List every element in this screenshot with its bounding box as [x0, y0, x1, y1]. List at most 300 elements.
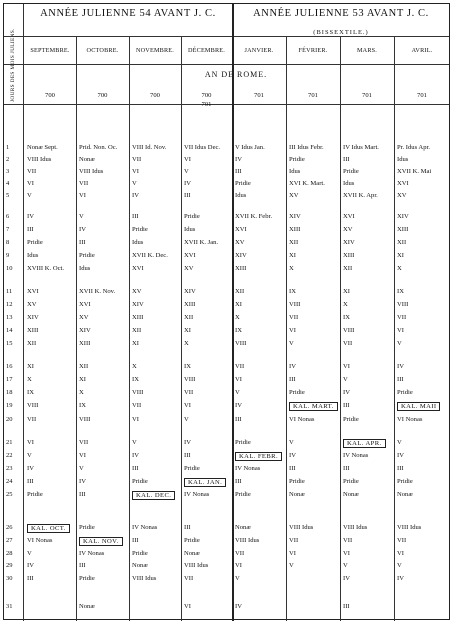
day-number: 12	[6, 301, 13, 308]
day-cell: VIII	[343, 327, 355, 334]
day-cell: IV	[343, 575, 350, 582]
day-cell: V	[289, 439, 294, 446]
rome-year: 700	[150, 92, 160, 99]
day-cell: Pridie	[343, 416, 359, 423]
day-cell: VIII	[27, 402, 39, 409]
day-cell: VI Nonas	[289, 416, 315, 423]
day-cell: III	[27, 478, 34, 485]
day-cell: XIII	[235, 265, 247, 272]
day-cell: VII	[132, 402, 142, 409]
day-cell: XII	[132, 327, 142, 334]
month-header: JANVIER.	[244, 47, 274, 54]
day-cell: IX	[27, 389, 34, 396]
day-cell: V	[79, 213, 84, 220]
day-cell: III	[27, 575, 34, 582]
day-cell: III	[184, 524, 191, 531]
day-cell: IX	[343, 314, 350, 321]
day-cell: VII	[27, 416, 37, 423]
day-cell: Nonæ	[289, 491, 305, 498]
day-cell: XI	[184, 327, 191, 334]
day-cell: IV	[132, 452, 139, 459]
day-cell: IV	[27, 213, 34, 220]
kalends-cell: KAL. JAN.	[184, 478, 226, 487]
day-cell: XIII	[132, 314, 144, 321]
day-cell: V	[27, 550, 32, 557]
day-cell: V	[184, 168, 189, 175]
day-cell: XIV	[397, 213, 409, 220]
day-cell: VI	[184, 603, 191, 610]
day-cell: IV	[184, 180, 191, 187]
kalends-cell: KAL. MART.	[289, 402, 338, 411]
day-cell: XI	[397, 252, 404, 259]
day-cell: Idus	[235, 192, 247, 199]
day-cell: XV	[235, 239, 245, 246]
day-number: 18	[6, 389, 13, 396]
day-cell: Idus	[132, 239, 144, 246]
day-number: 15	[6, 340, 13, 347]
day-cell: III	[79, 239, 86, 246]
day-cell: X	[79, 389, 84, 396]
day-cell: Nonæ	[397, 491, 413, 498]
day-cell: IV	[289, 452, 296, 459]
day-cell: Idus	[397, 156, 409, 163]
day-cell: IV	[397, 363, 404, 370]
day-cell: IV Idus Mart.	[343, 144, 379, 151]
day-cell: VII	[397, 314, 407, 321]
day-cell: Pridie	[27, 239, 43, 246]
year-left-title: ANNÉE JULIENNE 54 AVANT J. C.	[40, 8, 216, 19]
day-cell: VI	[343, 363, 350, 370]
month-header: FÉVRIER.	[298, 47, 328, 54]
day-cell: Pr. Idus Apr.	[397, 144, 430, 151]
day-cell: VIII Idus	[79, 168, 104, 175]
day-cell: VII	[27, 168, 37, 175]
day-cell: XIV	[343, 239, 355, 246]
day-cell: VIII Idus	[132, 575, 157, 582]
day-cell: V	[289, 340, 294, 347]
day-cell: VII	[79, 180, 89, 187]
day-number: 20	[6, 416, 13, 423]
day-cell: XVI	[343, 213, 355, 220]
day-cell: III	[235, 478, 242, 485]
day-cell: VII	[79, 439, 89, 446]
bissextile-note: (BISSEXTILE.)	[313, 29, 369, 36]
day-number: 24	[6, 478, 13, 485]
day-cell: IV	[79, 226, 86, 233]
day-cell: XIV	[79, 327, 91, 334]
day-cell: Pridie	[235, 491, 251, 498]
day-cell: XI	[132, 340, 139, 347]
day-cell: X	[289, 265, 294, 272]
day-cell: III	[132, 537, 139, 544]
day-cell: XVI	[132, 265, 144, 272]
rome-year: 700	[45, 92, 55, 99]
day-number: 3	[6, 168, 10, 175]
day-cell: XII	[184, 314, 194, 321]
day-cell: XI	[343, 288, 350, 295]
day-number: 29	[6, 562, 13, 569]
day-cell: V	[343, 562, 348, 569]
day-cell: III	[289, 376, 296, 383]
day-number: 31	[6, 603, 13, 610]
day-number: 21	[6, 439, 13, 446]
month-divider	[76, 36, 77, 621]
day-cell: XVII K. Nov.	[79, 288, 116, 295]
day-cell: Pridie	[397, 478, 413, 485]
year-right-title: ANNÉE JULIENNE 53 AVANT J. C.	[253, 8, 429, 19]
day-cell: Pridie	[184, 465, 200, 472]
day-cell: XV	[27, 301, 37, 308]
day-cell: X	[343, 301, 348, 308]
day-cell: XVII K. Febr.	[235, 213, 272, 220]
day-cell: IV	[27, 562, 34, 569]
day-cell: XI	[289, 252, 296, 259]
day-cell: VI	[27, 439, 34, 446]
day-cell: VI	[235, 562, 242, 569]
day-cell: Idus	[343, 180, 355, 187]
day-cell: X	[235, 314, 240, 321]
day-number: 27	[6, 537, 13, 544]
day-cell: VI	[289, 327, 296, 334]
day-cell: XVII K. Mai	[397, 168, 432, 175]
day-cell: VI	[184, 402, 191, 409]
day-cell: IV Nonas	[132, 524, 158, 531]
day-cell: III	[184, 192, 191, 199]
day-cell: III	[79, 491, 86, 498]
day-cell: XII	[27, 340, 37, 347]
day-cell: Pridie	[289, 478, 305, 485]
day-cell: VI	[343, 550, 350, 557]
day-cell: XVII K. Jan.	[184, 239, 219, 246]
day-cell: XIII	[343, 252, 355, 259]
kalends-cell: KAL. DEC.	[132, 491, 175, 500]
day-number: 2	[6, 156, 10, 163]
day-cell: XII	[235, 288, 245, 295]
day-number: 17	[6, 376, 13, 383]
day-cell: VII	[289, 537, 299, 544]
day-cell: IV Nonas	[184, 491, 210, 498]
day-cell: XI	[27, 363, 34, 370]
day-cell: XI	[235, 301, 242, 308]
day-cell: XII	[397, 239, 407, 246]
month-header: SEPTEMBRE.	[30, 47, 70, 54]
day-cell: XIII	[184, 301, 196, 308]
day-cell: III	[27, 226, 34, 233]
day-cell: V	[235, 389, 240, 396]
day-cell: Pridie	[235, 439, 251, 446]
day-cell: Pridie	[132, 550, 148, 557]
day-cell: XIV	[132, 301, 144, 308]
day-cell: III	[235, 416, 242, 423]
day-cell: IV	[132, 192, 139, 199]
month-header: NOVEMBRE.	[135, 47, 175, 54]
day-cell: VII	[184, 389, 194, 396]
day-cell: VIII	[397, 301, 409, 308]
day-cell: XII	[343, 265, 353, 272]
day-cell: VIII Idus	[289, 524, 314, 531]
day-cell: XIII	[397, 226, 409, 233]
day-cell: X	[132, 363, 137, 370]
day-cell: V	[132, 180, 137, 187]
day-cell: IX	[79, 402, 86, 409]
day-number: 13	[6, 314, 13, 321]
day-cell: VII Idus Dec.	[184, 144, 221, 151]
day-column-label: JOURS DES MOIS JULIENS.	[10, 28, 16, 102]
day-cell: VII	[289, 314, 299, 321]
day-cell: X	[397, 265, 402, 272]
day-number: 7	[6, 226, 10, 233]
day-cell: IV Nonas	[343, 452, 369, 459]
day-cell: V	[132, 439, 137, 446]
day-cell: Idus	[27, 252, 39, 259]
day-cell: VIII Idus	[397, 524, 422, 531]
day-cell: IV	[397, 452, 404, 459]
rome-year: 701	[417, 92, 427, 99]
day-cell: XVI K. Mart.	[289, 180, 325, 187]
day-cell: VIII Id. Nov.	[132, 144, 167, 151]
day-cell: V	[397, 340, 402, 347]
day-cell: III	[132, 465, 139, 472]
month-divider	[129, 36, 130, 621]
day-cell: Pridie	[27, 491, 43, 498]
day-cell: VII	[235, 550, 245, 557]
day-cell: XVI	[235, 226, 247, 233]
day-cell: IV	[235, 156, 242, 163]
day-cell: VI	[289, 550, 296, 557]
kalends-cell: KAL. NOV.	[79, 537, 123, 546]
day-cell: VI	[79, 452, 86, 459]
day-cell: VI Nonas	[397, 416, 423, 423]
day-cell: XII	[289, 239, 299, 246]
month-divider	[394, 36, 395, 621]
day-cell: Nonæ	[132, 562, 148, 569]
day-number: 14	[6, 327, 13, 334]
day-cell: V	[397, 439, 402, 446]
day-number: 11	[6, 288, 13, 295]
day-cell: XV	[397, 192, 407, 199]
day-cell: IV	[235, 402, 242, 409]
day-cell: XI	[79, 376, 86, 383]
day-cell: Idus	[289, 168, 301, 175]
day-cell: Idus	[79, 265, 91, 272]
month-divider	[286, 36, 287, 621]
day-number: 8	[6, 239, 10, 246]
day-cell: XII	[79, 363, 89, 370]
day-cell: IV	[289, 363, 296, 370]
day-cell: XIII	[289, 226, 301, 233]
day-cell: V	[79, 465, 84, 472]
month-header: DÉCEMBRE.	[187, 47, 226, 54]
day-cell: XIII	[27, 327, 39, 334]
day-number: 22	[6, 452, 13, 459]
day-number: 6	[6, 213, 10, 220]
day-cell: X	[184, 340, 189, 347]
day-cell: IV Nonas	[79, 550, 105, 557]
day-cell: XIV	[235, 252, 247, 259]
day-cell: III	[343, 156, 350, 163]
month-divider	[340, 36, 341, 621]
calendar-table	[3, 3, 450, 620]
day-cell: IX	[184, 363, 191, 370]
day-cell: IV	[235, 603, 242, 610]
day-cell: XV	[132, 288, 142, 295]
day-cell: VII	[235, 363, 245, 370]
day-cell: Pridie	[79, 524, 95, 531]
day-cell: Pridie	[289, 389, 305, 396]
day-cell: VI	[184, 156, 191, 163]
day-number: 16	[6, 363, 13, 370]
day-cell: XVII K. Dec.	[132, 252, 168, 259]
day-cell: III	[343, 465, 350, 472]
day-number: 4	[6, 180, 10, 187]
day-cell: VI	[132, 168, 139, 175]
day-cell: XV	[184, 265, 194, 272]
day-cell: Pridie	[184, 213, 200, 220]
day-cell: III	[132, 213, 139, 220]
day-cell: XVI	[79, 301, 91, 308]
day-cell: VIII Idus	[184, 562, 209, 569]
day-cell: IV	[27, 465, 34, 472]
day-cell: IV	[184, 439, 191, 446]
day-cell: Nonæ Sept.	[27, 144, 58, 151]
day-cell: XIV	[184, 288, 196, 295]
day-cell: VIII Idus	[27, 156, 52, 163]
day-cell: VIII Idus	[235, 537, 260, 544]
rome-year: 700 701	[201, 92, 212, 108]
month-header: AVRIL.	[411, 47, 433, 54]
day-cell: IX	[132, 376, 139, 383]
day-number: 19	[6, 402, 13, 409]
day-cell: XV	[79, 314, 89, 321]
kalends-cell: KAL. FEBR.	[235, 452, 282, 461]
day-cell: X	[27, 376, 32, 383]
day-cell: Pridie	[79, 575, 95, 582]
day-cell: VI Nonas	[27, 537, 53, 544]
day-cell: IV Nonas	[235, 465, 261, 472]
day-cell: Pridie	[289, 156, 305, 163]
day-cell: XVI	[397, 180, 409, 187]
day-cell: IV	[397, 575, 404, 582]
day-cell: VI	[27, 180, 34, 187]
day-cell: XVI	[27, 288, 39, 295]
rome-year: 701	[362, 92, 372, 99]
day-cell: III	[397, 376, 404, 383]
month-header: MARS.	[356, 47, 378, 54]
day-cell: IX	[235, 327, 242, 334]
day-number: 26	[6, 524, 13, 531]
day-cell: XVIII K. Oct.	[27, 265, 64, 272]
day-cell: VII	[343, 537, 353, 544]
day-cell: VI	[79, 192, 86, 199]
day-cell: XIV	[27, 314, 39, 321]
day-number: 10	[6, 265, 13, 272]
kalends-cell: KAL. OCT.	[27, 524, 70, 533]
day-cell: VII	[132, 156, 142, 163]
day-number: 30	[6, 575, 13, 582]
day-cell: XV	[289, 192, 299, 199]
day-cell: III	[184, 452, 191, 459]
day-cell: VIII	[235, 340, 247, 347]
rome-year: 700	[97, 92, 108, 99]
day-cell: V	[27, 452, 32, 459]
day-cell: Nonæ	[235, 524, 251, 531]
day-cell: VI	[132, 416, 139, 423]
day-cell: Pridie	[397, 389, 413, 396]
day-cell: Nonæ	[343, 491, 359, 498]
day-cell: Pridie	[132, 226, 148, 233]
day-number: 9	[6, 252, 10, 259]
day-cell: III	[79, 562, 86, 569]
an-de-rome-label: AN DE ROME.	[204, 70, 268, 79]
kalends-cell: KAL. APR.	[343, 439, 386, 448]
month-header: OCTOBRE.	[86, 47, 119, 54]
day-cell: VIII	[79, 416, 91, 423]
day-cell: VII	[397, 537, 407, 544]
day-number: 25	[6, 491, 13, 498]
day-cell: Prid. Non. Oc.	[79, 144, 118, 151]
day-cell: V	[343, 376, 348, 383]
day-cell: VI	[235, 376, 242, 383]
rome-year: 701	[308, 92, 318, 99]
day-cell: XIII	[79, 340, 91, 347]
day-cell: XIV	[289, 213, 301, 220]
day-cell: Pridie	[343, 168, 359, 175]
rome-year: 701	[254, 92, 264, 99]
month-divider	[181, 36, 182, 621]
day-cell: Pridie	[184, 537, 200, 544]
day-cell: XVII K. Apr.	[343, 192, 378, 199]
day-cell: V	[184, 416, 189, 423]
kalends-cell: KAL. MAII	[397, 402, 440, 411]
day-cell: IX	[397, 288, 404, 295]
header-rule	[4, 36, 449, 37]
day-cell: III	[343, 603, 350, 610]
day-cell: VIII Idus	[343, 524, 368, 531]
day-cell: V	[27, 192, 32, 199]
day-cell: III	[289, 465, 296, 472]
day-cell: XVI	[184, 252, 196, 259]
day-cell: Pridie	[132, 478, 148, 485]
day-cell: Nonæ	[184, 550, 200, 557]
day-cell: VI	[397, 550, 404, 557]
day-cell: III	[397, 465, 404, 472]
day-cell: Nonæ	[79, 156, 95, 163]
day-cell: Pridie	[343, 478, 359, 485]
day-cell: Pridie	[235, 180, 251, 187]
day-cell: VI	[397, 327, 404, 334]
day-cell: VIII	[289, 301, 301, 308]
day-cell: V	[397, 562, 402, 569]
month-rule	[4, 64, 449, 65]
day-cell: VIII	[132, 389, 144, 396]
day-cell: Idus	[184, 226, 196, 233]
day-cell: IX	[289, 288, 296, 295]
day-cell: VII	[184, 575, 194, 582]
day-number: 28	[6, 550, 13, 557]
day-cell: VIII	[184, 376, 196, 383]
day-cell: V Idus Jan.	[235, 144, 265, 151]
day-cell: IV	[343, 389, 350, 396]
day-cell: III	[235, 168, 242, 175]
day-cell: XV	[343, 226, 353, 233]
day-number: 1	[6, 144, 10, 151]
day-cell: III Idus Febr.	[289, 144, 324, 151]
day-cell: Pridie	[79, 252, 95, 259]
day-cell: V	[289, 562, 294, 569]
day-cell: IV	[79, 478, 86, 485]
day-cell: V	[235, 575, 240, 582]
day-number: 5	[6, 192, 10, 199]
